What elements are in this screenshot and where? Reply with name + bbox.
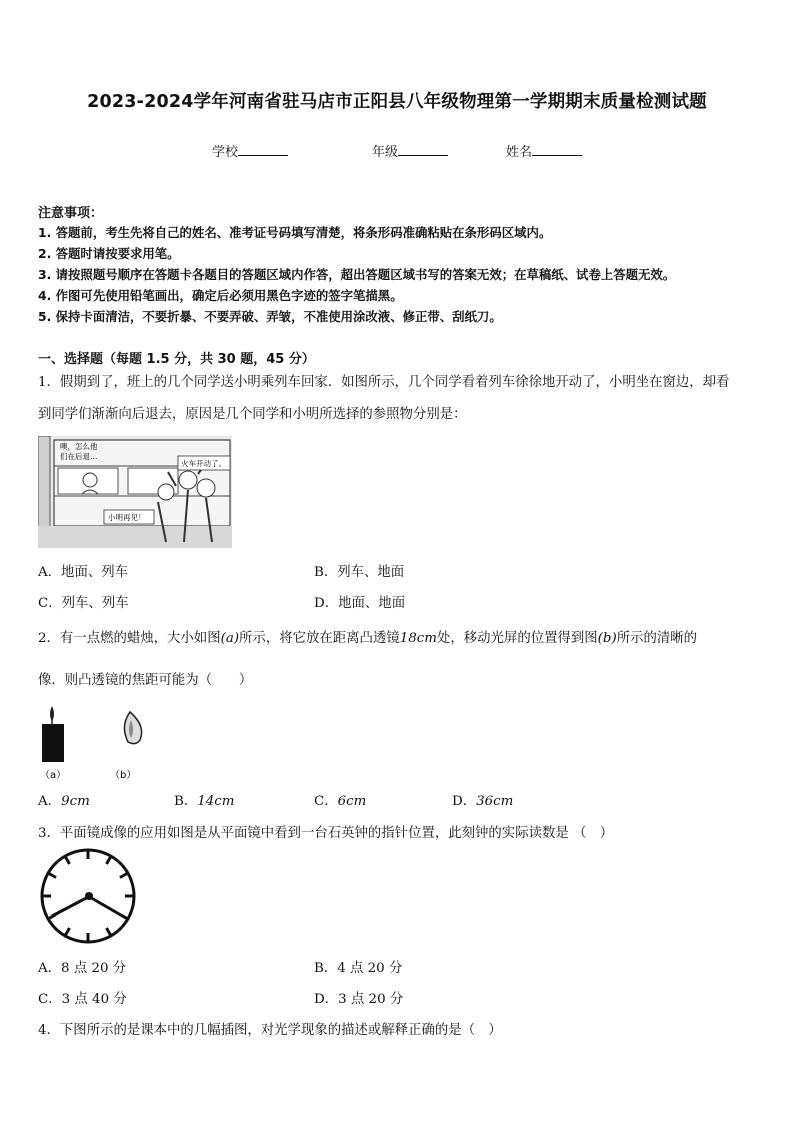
q2-candle-figures xyxy=(38,700,158,784)
q2-option-c[interactable] xyxy=(314,790,366,809)
candle-image-b xyxy=(124,712,141,744)
q2-distance: 18cm xyxy=(399,631,437,646)
candle-a xyxy=(42,706,64,762)
q2-text-3: 处，移动光屏的位置得到图 xyxy=(436,631,598,646)
grade-blank[interactable] xyxy=(398,143,448,156)
q1-line2: 到同学们渐渐向后退去，原因是几个同学和小明所选择的参照物分别是： xyxy=(38,407,467,422)
name-label: 姓名 xyxy=(506,145,533,160)
grade-field xyxy=(372,141,448,160)
q2-text-2: 所示，将它放在距离凸透镜 xyxy=(239,631,400,646)
school-blank[interactable] xyxy=(238,143,288,156)
q2-option-a-prefix: A． xyxy=(38,794,62,809)
q1-option-d[interactable]: D．地面、地面 xyxy=(314,596,406,611)
q2-fig-b-ref: (b) xyxy=(597,631,617,646)
q1-option-c[interactable]: C．列车、列车 xyxy=(38,596,129,611)
q4-line1: 4．下图所示的是课本中的几幅插图，对光学现象的描述或解释正确的是（ ） xyxy=(38,1023,502,1038)
q3-option-a[interactable]: A．8 点 20 分 xyxy=(38,961,127,976)
q2-option-d-value: 36cm xyxy=(476,794,514,809)
q2-option-c-value: 6cm xyxy=(337,794,367,809)
bubble-bottom: 小明再见！ xyxy=(108,513,146,522)
q3-clock-mirror-image xyxy=(38,846,138,946)
q2-option-d[interactable] xyxy=(452,790,513,809)
q2-text-1: 2．有一点燃的蜡烛，大小如图 xyxy=(38,631,221,646)
q3-option-d[interactable]: D．3 点 20 分 xyxy=(314,992,404,1007)
q3-option-c[interactable]: C．3 点 40 分 xyxy=(38,992,127,1007)
q2-option-b[interactable] xyxy=(174,790,234,809)
q1-train-illustration xyxy=(38,436,232,548)
q2-option-c-prefix: C． xyxy=(314,794,338,809)
note-item: 1. 答题前，考生先将自己的姓名、准考证号码填写清楚，将条形码准确粘贴在条形码区域内。 xyxy=(38,225,552,240)
grade-label: 年级 xyxy=(372,145,399,160)
notes-heading: 注意事项： xyxy=(38,206,104,221)
note-item: 4. 作图可先使用铅笔画出，确定后必须用黑色字迹的签字笔描黑。 xyxy=(38,288,403,303)
q2-option-a-value: 9cm xyxy=(61,794,90,809)
q2-option-d-prefix: D． xyxy=(452,794,477,809)
q2-line1 xyxy=(38,627,697,646)
q1-option-a[interactable]: A．地面、列车 xyxy=(38,565,129,580)
q1-text xyxy=(38,367,760,431)
section-heading: 一、选择题（每题 1.5 分，共 30 题，45 分） xyxy=(38,352,315,367)
q2-option-a[interactable] xyxy=(38,790,90,809)
page-title: 2023-2024学年河南省驻马店市正阳县八年级物理第一学期期末质量检测试题 xyxy=(87,92,707,112)
school-field xyxy=(212,141,288,160)
name-blank[interactable] xyxy=(532,143,582,156)
q1-option-b[interactable]: B．列车、地面 xyxy=(314,565,405,580)
school-label: 学校 xyxy=(212,145,239,160)
q2-text-4: 所示的清晰的 xyxy=(616,631,698,646)
q2-option-b-prefix: B． xyxy=(174,794,198,809)
q3-line1: 3．平面镜成像的应用如图是从平面镜中看到一台石英钟的指针位置，此刻钟的实际读数是 （ ） xyxy=(38,826,614,841)
q2-fig-a-ref: (a) xyxy=(220,631,240,646)
q3-option-b[interactable]: B．4 点 20 分 xyxy=(314,961,403,976)
bubble-left-1: 噢，怎么他 xyxy=(60,442,98,451)
note-item: 3. 请按照题号顺序在答题卡各题目的答题区域内作答，超出答题区域书写的答案无效；在草稿纸、试卷上答题无效。 xyxy=(38,267,676,282)
q2-line2: 像．则凸透镜的焦距可能为（ ） xyxy=(38,673,253,688)
q2-option-b-value: 14cm xyxy=(197,794,235,809)
name-field xyxy=(506,141,582,160)
bubble-left-2: 们在后退… xyxy=(60,452,98,461)
note-item: 2. 答题时请按要求用笔。 xyxy=(38,246,180,261)
note-item: 5. 保持卡面清洁，不要折暴、不要弄破、弄皱，不准使用涂改液、修正带、刮纸刀。 xyxy=(38,309,502,324)
q1-line1: 1．假期到了，班上的几个同学送小明乘列车回家．如图所示，几个同学看着列车徐徐地开动了，小明坐在窗边，却看 xyxy=(38,375,730,390)
q2-label-b: （b） xyxy=(110,770,137,781)
q2-label-a: （a） xyxy=(40,770,67,781)
bubble-right: 火车开动了。 xyxy=(181,459,226,468)
